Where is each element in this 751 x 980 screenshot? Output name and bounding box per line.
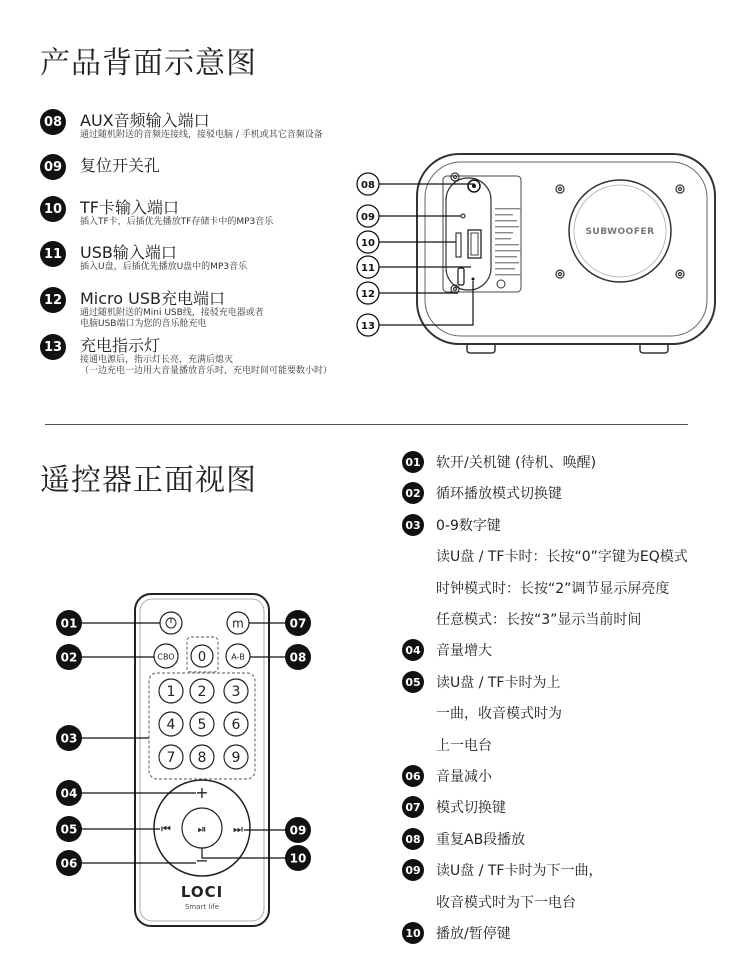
feature-description: 插入U盘，后插优先播放U盘中的MP3音乐 [80, 262, 248, 272]
feature-title: 充电指示灯 [80, 336, 161, 355]
legend-number-badge: 07 [402, 796, 424, 818]
legend-number-badge: 09 [402, 859, 424, 881]
svg-text:09: 09 [289, 823, 307, 838]
brand-logo: LOCI [180, 883, 224, 901]
svg-text:08: 08 [361, 180, 375, 191]
subwoofer-label: SUBWOOFER [585, 227, 655, 237]
charge-led [472, 278, 475, 281]
digit-key-5[interactable] [190, 712, 214, 736]
remote-callout-04 [56, 780, 82, 806]
svg-text:10: 10 [289, 851, 307, 866]
zero-key[interactable] [191, 645, 213, 667]
feature-description: 插入TF卡，后插优先播放TF存储卡中的MP3音乐 [80, 217, 274, 227]
feature-number-badge: 08 [40, 109, 66, 135]
svg-text:3: 3 [231, 684, 241, 700]
feature-description: 电脑USB端口为您的音乐舱充电 [80, 319, 207, 329]
feature-title: USB输入端口 [80, 243, 177, 262]
legend-number-badge: 06 [402, 765, 424, 787]
left-foot [467, 344, 495, 353]
legend-text: 音量减小 [436, 769, 492, 785]
digit-key-1[interactable] [159, 679, 183, 703]
back-view-title: 产品背面示意图 [40, 46, 257, 81]
legend-text: 0-9数字键 [436, 518, 501, 534]
legend-text: 读U盘 / TF卡时：长按“0”字键为EQ模式 [436, 549, 688, 565]
legend-text: 上一电台 [436, 738, 492, 754]
remote-callout-08 [285, 644, 311, 670]
volume-down-key[interactable]: − [195, 851, 209, 870]
feature-number-badge: 11 [40, 241, 66, 267]
svg-text:5: 5 [197, 717, 207, 733]
svg-text:9: 9 [231, 750, 241, 766]
feature-number-badge: 10 [40, 196, 66, 222]
legend-text: 一曲，收音模式时为 [436, 706, 562, 722]
legend-number-badge: 08 [402, 828, 424, 850]
legend-number-badge: 05 [402, 671, 424, 693]
svg-text:03: 03 [60, 731, 78, 746]
speaker-back-illustration [355, 150, 720, 360]
remote-callout-10 [285, 845, 311, 871]
svg-text:4: 4 [166, 717, 176, 733]
digit-key-8[interactable] [190, 745, 214, 769]
speaker-callout-09 [357, 205, 379, 227]
digit-key-6[interactable] [224, 712, 248, 736]
feature-description: （一边充电一边用大音量播放音乐时，充电时间可能要数小时） [80, 366, 333, 376]
remote-illustration [50, 590, 320, 930]
svg-text:12: 12 [361, 289, 375, 300]
legend-number-badge: 04 [402, 639, 424, 661]
svg-text:05: 05 [60, 822, 78, 837]
feature-number-badge: 13 [40, 334, 66, 360]
cbo-key[interactable] [154, 644, 178, 668]
digit-key-2[interactable] [190, 679, 214, 703]
mode-key[interactable] [227, 612, 249, 634]
legend-text: 时钟模式时：长按“2”调节显示屏亮度 [436, 581, 670, 597]
svg-text:11: 11 [361, 263, 375, 274]
digit-key-4[interactable] [159, 712, 183, 736]
legend-number-badge: 02 [402, 482, 424, 504]
right-foot [640, 344, 668, 353]
speaker-callout-08 [357, 173, 379, 195]
svg-text:8: 8 [197, 750, 207, 766]
legend-text: 读U盘 / TF卡时为上 [436, 675, 561, 691]
svg-text:m: m [232, 616, 244, 631]
svg-text:02: 02 [60, 650, 78, 665]
remote-callout-03 [56, 725, 82, 751]
remote-callout-09 [285, 817, 311, 843]
digit-key-3[interactable] [224, 679, 248, 703]
svg-text:04: 04 [60, 786, 78, 801]
feature-title: TF卡输入端口 [80, 198, 179, 217]
ab-key[interactable] [226, 644, 250, 668]
remote-callout-06 [56, 850, 82, 876]
svg-text:6: 6 [231, 717, 241, 733]
svg-text:07: 07 [289, 616, 307, 631]
digit-key-9[interactable] [224, 745, 248, 769]
feature-number-badge: 09 [40, 154, 66, 180]
volume-up-key[interactable]: + [195, 783, 209, 802]
legend-text: 重复AB段播放 [436, 832, 526, 848]
speaker-callout-10 [357, 231, 379, 253]
svg-text:08: 08 [289, 650, 307, 665]
svg-text:1: 1 [166, 684, 176, 700]
feature-description: 接通电源后，指示灯长亮，充满后熄灭 [80, 355, 234, 365]
svg-text:09: 09 [361, 212, 375, 223]
svg-text:0: 0 [197, 650, 207, 665]
section-divider [45, 424, 688, 425]
remote-callout-07 [285, 610, 311, 636]
speaker-callout-11 [357, 256, 379, 278]
svg-text:A-B: A-B [231, 652, 245, 662]
feature-description: 通过随机附送的Mini USB线，接驳充电器或者 [80, 308, 264, 318]
remote-callout-01 [56, 610, 82, 636]
legend-text: 收音模式时为下一电台 [436, 895, 576, 911]
remote-view-title: 遥控器正面视图 [40, 463, 257, 498]
legend-text: 读U盘 / TF卡时为下一曲， [436, 863, 603, 879]
svg-text:13: 13 [361, 321, 375, 332]
svg-text:7: 7 [166, 750, 176, 766]
remote-callout-05 [56, 816, 82, 842]
brand-slogan: Smart life [184, 903, 220, 911]
legend-text: 模式切换键 [436, 800, 506, 816]
svg-text:01: 01 [60, 616, 78, 631]
feature-title: Micro USB充电端口 [80, 289, 225, 308]
legend-number-badge: 01 [402, 451, 424, 473]
power-key[interactable] [160, 612, 182, 634]
legend-text: 循环播放模式切换键 [436, 486, 562, 502]
speaker-callout-12 [357, 282, 379, 304]
digit-key-7[interactable] [159, 745, 183, 769]
svg-text:10: 10 [361, 238, 375, 249]
prev-key[interactable]: ⏮ [161, 822, 171, 836]
next-key[interactable]: ⏭ [233, 822, 243, 836]
svg-text:06: 06 [60, 856, 78, 871]
legend-text: 播放/暂停键 [436, 926, 511, 942]
legend-text: 软开/关机键 (待机、唤醒) [436, 455, 597, 471]
remote-callout-02 [56, 644, 82, 670]
feature-number-badge: 12 [40, 287, 66, 313]
legend-number-badge: 10 [402, 922, 424, 944]
svg-text:2: 2 [197, 684, 207, 700]
legend-text: 任意模式：长按“3”显示当前时间 [436, 612, 642, 628]
legend-number-badge: 03 [402, 514, 424, 536]
feature-title: 复位开关孔 [80, 156, 161, 175]
feature-description: 通过随机附送的音频连接线，接驳电脑 / 手机或其它音频设备 [80, 130, 323, 140]
speaker-callout-13 [357, 314, 379, 336]
play-pause-icon: ⏯ [197, 822, 207, 836]
svg-text:CBO: CBO [157, 652, 175, 662]
legend-text: 音量增大 [436, 643, 492, 659]
feature-title: AUX音频输入端口 [80, 111, 210, 130]
